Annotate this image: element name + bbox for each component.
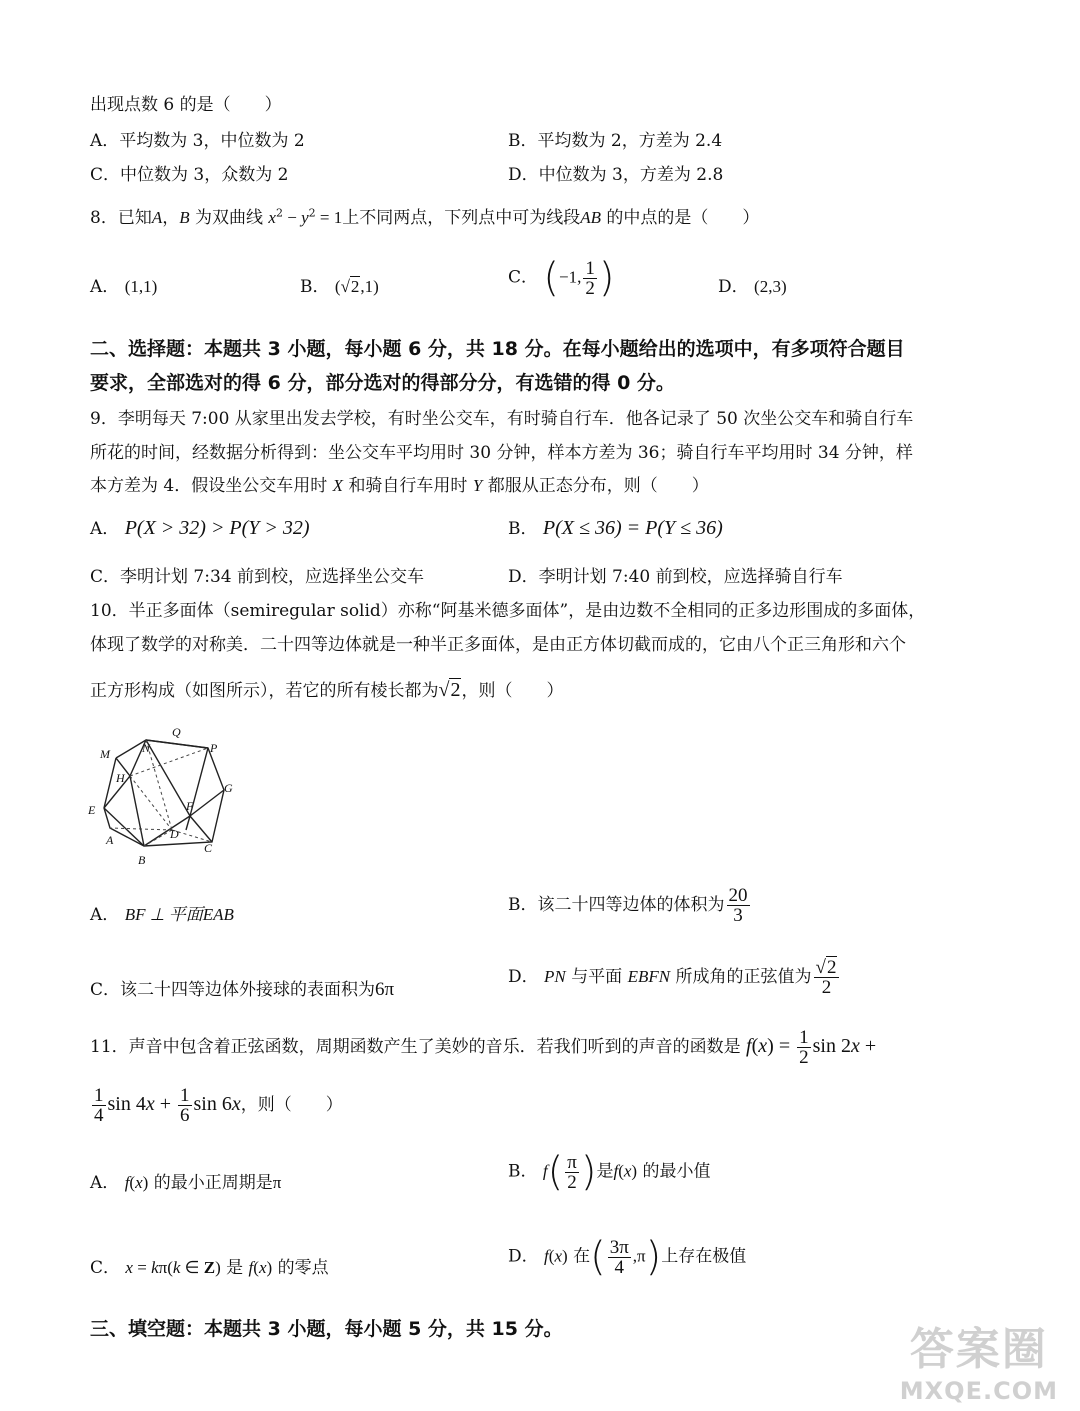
svg-text:M: M [100, 747, 110, 761]
svg-text:N: N [142, 741, 151, 755]
section3-heading: 三、填空题：本题共 3 小题，每小题 5 分，共 15 分。 [90, 1318, 563, 1340]
svg-text:F: F [186, 799, 194, 813]
q10-option-b: B．该二十四等边体的体积为 $\frac{20}{3}$ [508, 885, 748, 926]
q11-option-d: D． f(x) 在( $\frac{3\pi}{4}$ ,π)上存在极值 [508, 1234, 747, 1280]
q10-stem-line1: 10．半正多面体（semiregular solid）亦称“阿基米德多面体”，是由边数不全相同的正多边形围成的多面体， [90, 601, 926, 621]
q9-option-b: B． P(X ≤ 36) = P(Y ≤ 36) [508, 517, 723, 539]
q8-option-d: D． (2,3) [718, 277, 787, 297]
svg-text:E: E [88, 803, 96, 817]
svg-text:A: A [106, 833, 114, 847]
q8-option-a: A． (1,1) [90, 277, 158, 297]
q7-option-b: B．平均数为 2，方差为 2.4 [508, 131, 723, 151]
svg-text:C: C [204, 841, 213, 855]
watermark-logo: 答案圈 MXQE.COM [899, 1324, 1058, 1405]
q10-stem-line3: 正方形构成（如图所示），若它的所有棱长都为√2，则（ ） [90, 679, 564, 701]
polyhedron-figure [86, 722, 236, 870]
q7-tail: 出现点数 6 的是（ ） [90, 95, 282, 115]
q7-option-c: C．中位数为 3，众数为 2 [90, 165, 289, 185]
q9-stem-line3: 本方差为 4．假设坐公交车用时 X 和骑自行车用时 Y 都服从正态分布，则（ ） [90, 476, 709, 496]
svg-text:D: D [170, 827, 179, 841]
q10-option-a: A． BF ⊥ 平面EAB [90, 905, 234, 925]
svg-text:Q: Q [172, 725, 181, 739]
q10-stem-line2: 体现了数学的对称美．二十四等边体就是一种半正多面体，是由正方体切截而成的，它由八个正三角形和六个 [90, 635, 906, 655]
q11-stem-line1: 11．声音中包含着正弦函数，周期函数产生了美妙的音乐．若我们听到的声音的函数是 f(x) = $\frac{1}{2}$ sin 2x + [90, 1027, 877, 1068]
q11-option-b: B． f( $\frac{\pi}{2}$ )是f(x) 的最小值 [508, 1149, 711, 1195]
q11-option-a: A． f(x) 的最小正周期是π [90, 1173, 282, 1193]
q7-option-d: D．中位数为 3，方差为 2.8 [508, 165, 724, 185]
q8-option-b: B． (√2,1) [300, 277, 379, 297]
q9-option-c: C．李明计划 7:34 前到校，应选择坐公交车 [90, 567, 424, 587]
svg-text:G: G [224, 781, 233, 795]
svg-text:P: P [210, 741, 218, 755]
q9-stem-line1: 9．李明每天 7:00 从家里出发去学校，有时坐公交车，有时骑自行车．他各记录了 50 次坐公交车和骑自行车 [90, 409, 914, 429]
q9-option-d: D．李明计划 7:40 前到校，应选择骑自行车 [508, 567, 843, 587]
q8-option-c: C． (−1, $\frac{1}{2}$ ) [508, 255, 615, 301]
q7-option-a: A．平均数为 3，中位数为 2 [90, 131, 305, 151]
section2-heading-line2: 要求，全部选对的得 6 分，部分选对的得部分分，有选错的得 0 分。 [90, 372, 675, 394]
q10-option-d: D． PN 与平面 EBFN 所成角的正弦值为 $\frac{√2}{2}$ [508, 958, 841, 997]
q11-stem-line2: $\frac{1}{4}$ sin 4x + $\frac{1}{6}$ sin 6x，则（ ） [94, 1085, 343, 1126]
q9-option-a: A． P(X > 32) > P(Y > 32) [90, 517, 310, 539]
svg-text:H: H [116, 771, 125, 785]
q9-stem-line2: 所花的时间，经数据分析得到：坐公交车平均用时 30 分钟，样本方差为 36；骑自行车平均用时 34 分钟，样 [90, 443, 913, 463]
section2-heading-line1: 二、选择题：本题共 3 小题，每小题 6 分，共 18 分。在每小题给出的选项中，有多项符合题目 [90, 338, 905, 360]
svg-text:B: B [138, 853, 146, 867]
q10-option-c: C．该二十四等边体外接球的表面积为6π [90, 979, 395, 1000]
q8-stem: 8．已知A，B 为双曲线 $x^2 - y^2 = 1$上不同两点，下列点中可为线段AB 的中点的是（ ） [90, 206, 760, 228]
q11-option-c: C． x = kπ(k ∈ Z) 是 f(x) 的零点 [90, 1258, 329, 1278]
